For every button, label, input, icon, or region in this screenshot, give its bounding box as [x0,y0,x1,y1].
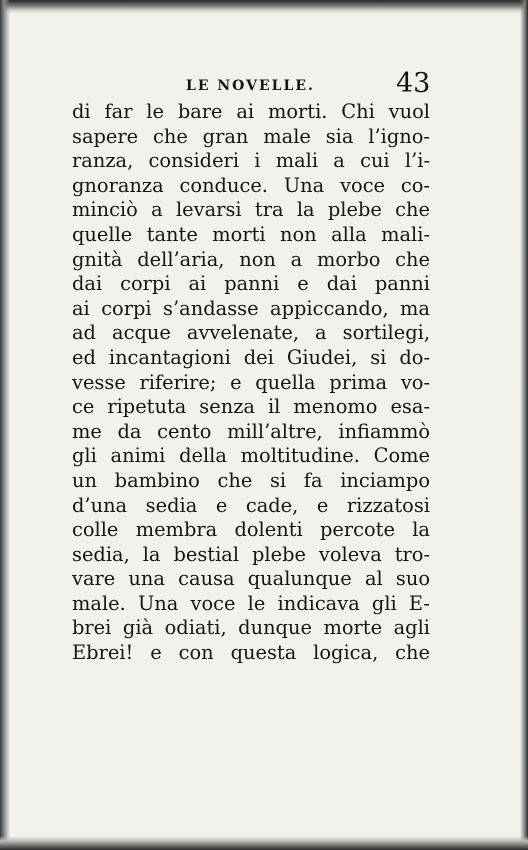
text-line: ranza, consideri i mali a cui l’i- [72,149,430,173]
text-line: dai corpi ai panni e dai panni [72,272,430,296]
page-left-edge [0,0,10,850]
text-line: ad acque avvelenate, a sortilegi, [72,321,430,345]
text-line: quelle tante morti non alla mali- [72,222,430,246]
text-line: me da cento mill’altre, infiammò [72,419,430,443]
page-number: 43 [396,68,431,99]
text-line: d’una sedia e cade, e rizzatosi [72,493,430,517]
text-line: gnoranza conduce. Una voce co- [72,173,430,197]
text-line: gli animi della moltitudine. Come [72,444,430,468]
page-bottom-edge [0,836,528,850]
page-right-edge [520,0,528,850]
text-line: male. Una voce le indicava gli E- [72,591,430,615]
page-top-edge [0,0,528,14]
text-line: ai corpi s’andasse appiccando, ma [72,296,430,320]
text-line: minciò a levarsi tra la plebe che [72,198,430,222]
page-header [70,68,430,104]
text-line: gnità dell’aria, non a morbo che [72,247,430,271]
text-line: vare una causa qualunque al suo [72,567,430,591]
text-line: un bambino che si fa inciampo [72,468,430,492]
text-line: ce ripetuta senza il menomo esa- [72,395,430,419]
text-line: sapere che gran male sia l’igno- [72,124,430,148]
text-line: di far le bare ai morti. Chi vuol [72,100,430,123]
body-text [72,100,430,666]
text-line: brei già odiati, dunque morte agli [72,616,430,640]
text-line: Ebrei! e con questa logica, che [72,641,430,665]
text-line: sedia, la bestial plebe voleva tro- [72,542,430,566]
text-line: ed incantagioni dei Giudei, si do- [72,345,430,369]
text-line: colle membra dolenti percote la [72,518,430,542]
text-line: vesse riferire; e quella prima vo- [72,370,430,394]
running-head: LE NOVELLE. [186,78,315,94]
